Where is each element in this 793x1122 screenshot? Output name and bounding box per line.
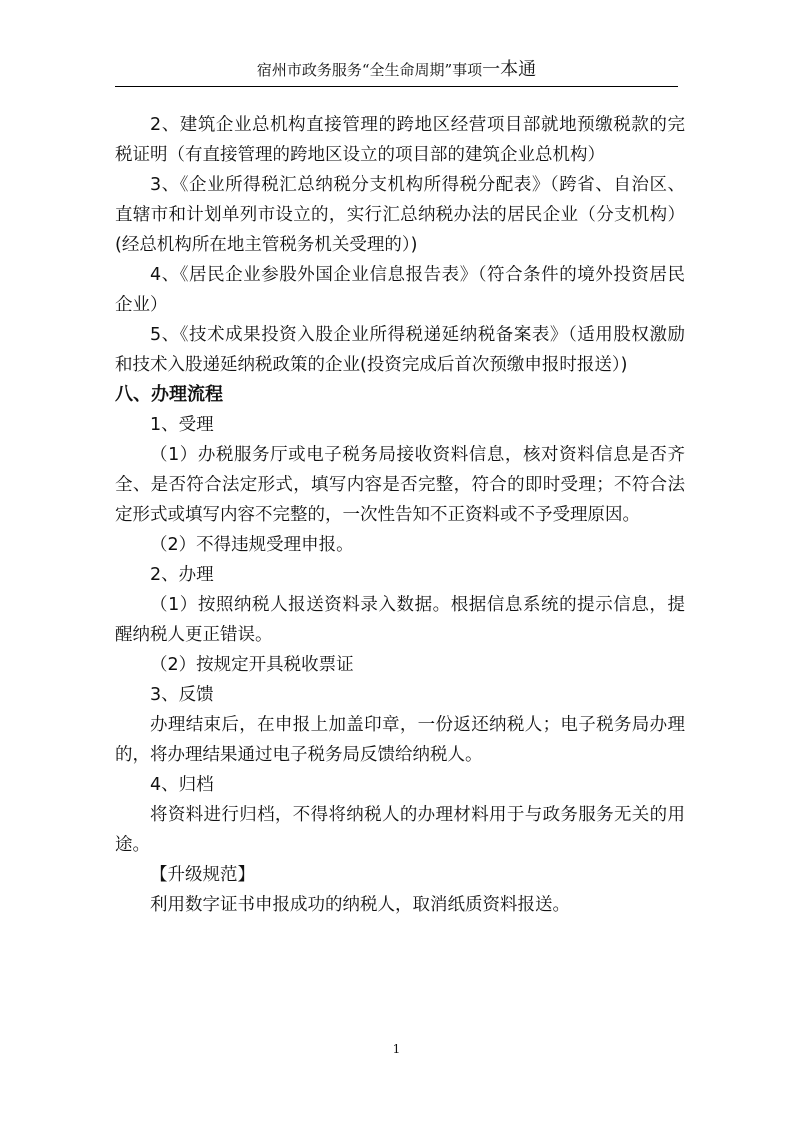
step-archive-text: 将资料进行归档，不得将纳税人的办理材料用于与政务服务无关的用途。 <box>115 805 685 855</box>
upgrade-text: 利用数字证书申报成功的纳税人，取消纸质资料报送。 <box>150 895 570 915</box>
step-heading-archive: 4、归档 <box>150 775 214 795</box>
step-heading-feedback: 3、反馈 <box>150 685 214 705</box>
upgrade-heading: 【升级规范】 <box>150 865 255 885</box>
step-accept-1: （1）办税服务厅或电子税务局接收资料信息，核对资料信息是否齐全、是否符合法定形式，填写内容是否完整，符合的即时受理；不符合法定形式或填写内容不完整的，一次性告知不正资料或不予受理原因。 <box>115 445 685 525</box>
header-divider <box>115 86 678 87</box>
paragraph-item-4: 4、《居民企业参股外国企业信息报告表》（符合条件的境外投资居民企业） <box>115 265 685 315</box>
step-process-2: （2）按规定开具税收票证 <box>150 655 354 675</box>
paragraph-item-5: 5、《技术成果投资入股企业所得税递延纳税备案表》（适用股权激励和技术入股递延纳税政策的企业(投资完成后首次预缴申报时报送）) <box>115 325 685 375</box>
step-heading-process: 2、办理 <box>150 565 214 585</box>
step-accept-2: （2）不得违规受理申报。 <box>150 535 354 555</box>
paragraph-item-3: 3、《企业所得税汇总纳税分支机构所得税分配表》（跨省、自治区、直辖市和计划单列市设立的，实行汇总纳税办法的居民企业（分支机构）(经总机构所在地主管税务机关受理的）) <box>115 175 685 255</box>
paragraph-item-2: 2、建筑企业总机构直接管理的跨地区经营项目部就地预缴税款的完税证明（有直接管理的跨地区设立的项目部的建筑企业总机构） <box>115 115 685 165</box>
header-title: 宿州市政务服务“全生命周期”事项 <box>256 61 483 79</box>
page-header <box>0 60 793 80</box>
page-number: 1 <box>392 1042 401 1056</box>
step-heading-accept: 1、受理 <box>150 415 214 435</box>
header-title-suffix: 一本通 <box>482 59 537 80</box>
document-body <box>115 110 685 920</box>
step-feedback-text: 办理结束后，在申报上加盖印章，一份返还纳税人；电子税务局办理的，将办理结果通过电子税务局反馈给纳税人。 <box>115 715 685 765</box>
section-heading: 八、办理流程 <box>115 384 223 405</box>
step-process-1: （1）按照纳税人报送资料录入数据。根据信息系统的提示信息，提醒纳税人更正错误。 <box>115 595 685 645</box>
